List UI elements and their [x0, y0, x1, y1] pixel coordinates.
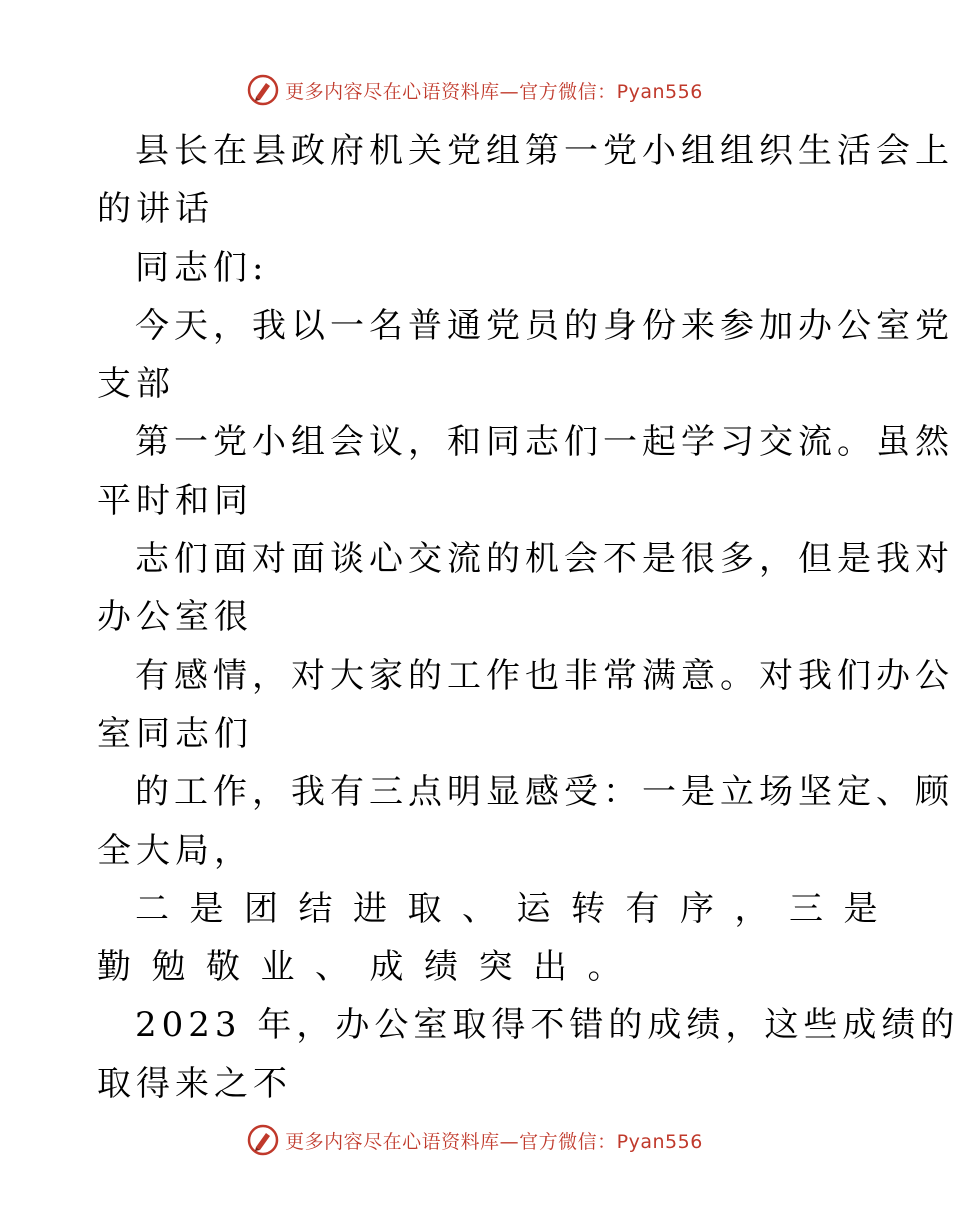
paragraph-line: 二是团结进取、运转有序，三是	[135, 888, 898, 929]
watermark-footer	[0, 1120, 950, 1160]
salutation: 同志们:	[135, 247, 269, 288]
paragraph-line: 平时和同	[97, 480, 253, 521]
paragraph-line: 今天，我以一名普通党员的身份来参加办公室党	[135, 305, 954, 346]
paragraph-line: 办公室很	[97, 597, 253, 638]
paragraph-line: 志们面对面谈心交流的机会不是很多，但是我对	[135, 539, 954, 580]
watermark-text: 更多内容尽在心语资料库—官方微信：Pyan556	[285, 1130, 703, 1153]
pen-logo-icon	[247, 74, 279, 106]
paragraph-line: 有感情，对大家的工作也非常满意。对我们办公	[135, 655, 954, 696]
paragraph-line: 全大局，	[97, 830, 253, 871]
paragraph-line: 的工作，我有三点明显感受：一是立场坚定、顾	[135, 772, 954, 813]
paragraph-line: 室同志们	[97, 713, 253, 754]
paragraph-line: 勤勉敬业、成绩突出。	[97, 947, 642, 988]
watermark-header	[0, 70, 950, 110]
paragraph-line: 取得来之不	[97, 1063, 292, 1104]
title-line-1: 县长在县政府机关党组第一党小组组织生活会上	[135, 131, 954, 171]
paragraph-line: 支部	[97, 364, 175, 405]
title-line-2: 的讲话	[97, 189, 214, 230]
watermark-text: 更多内容尽在心语资料库—官方微信：Pyan556	[285, 80, 703, 103]
paragraph-line: 2023 年，办公室取得不错的成绩，这些成绩的	[135, 1005, 959, 1046]
document-body	[97, 122, 959, 1113]
paragraph-line: 第一党小组会议，和同志们一起学习交流。虽然	[135, 422, 954, 463]
pen-logo-icon	[247, 1124, 279, 1156]
